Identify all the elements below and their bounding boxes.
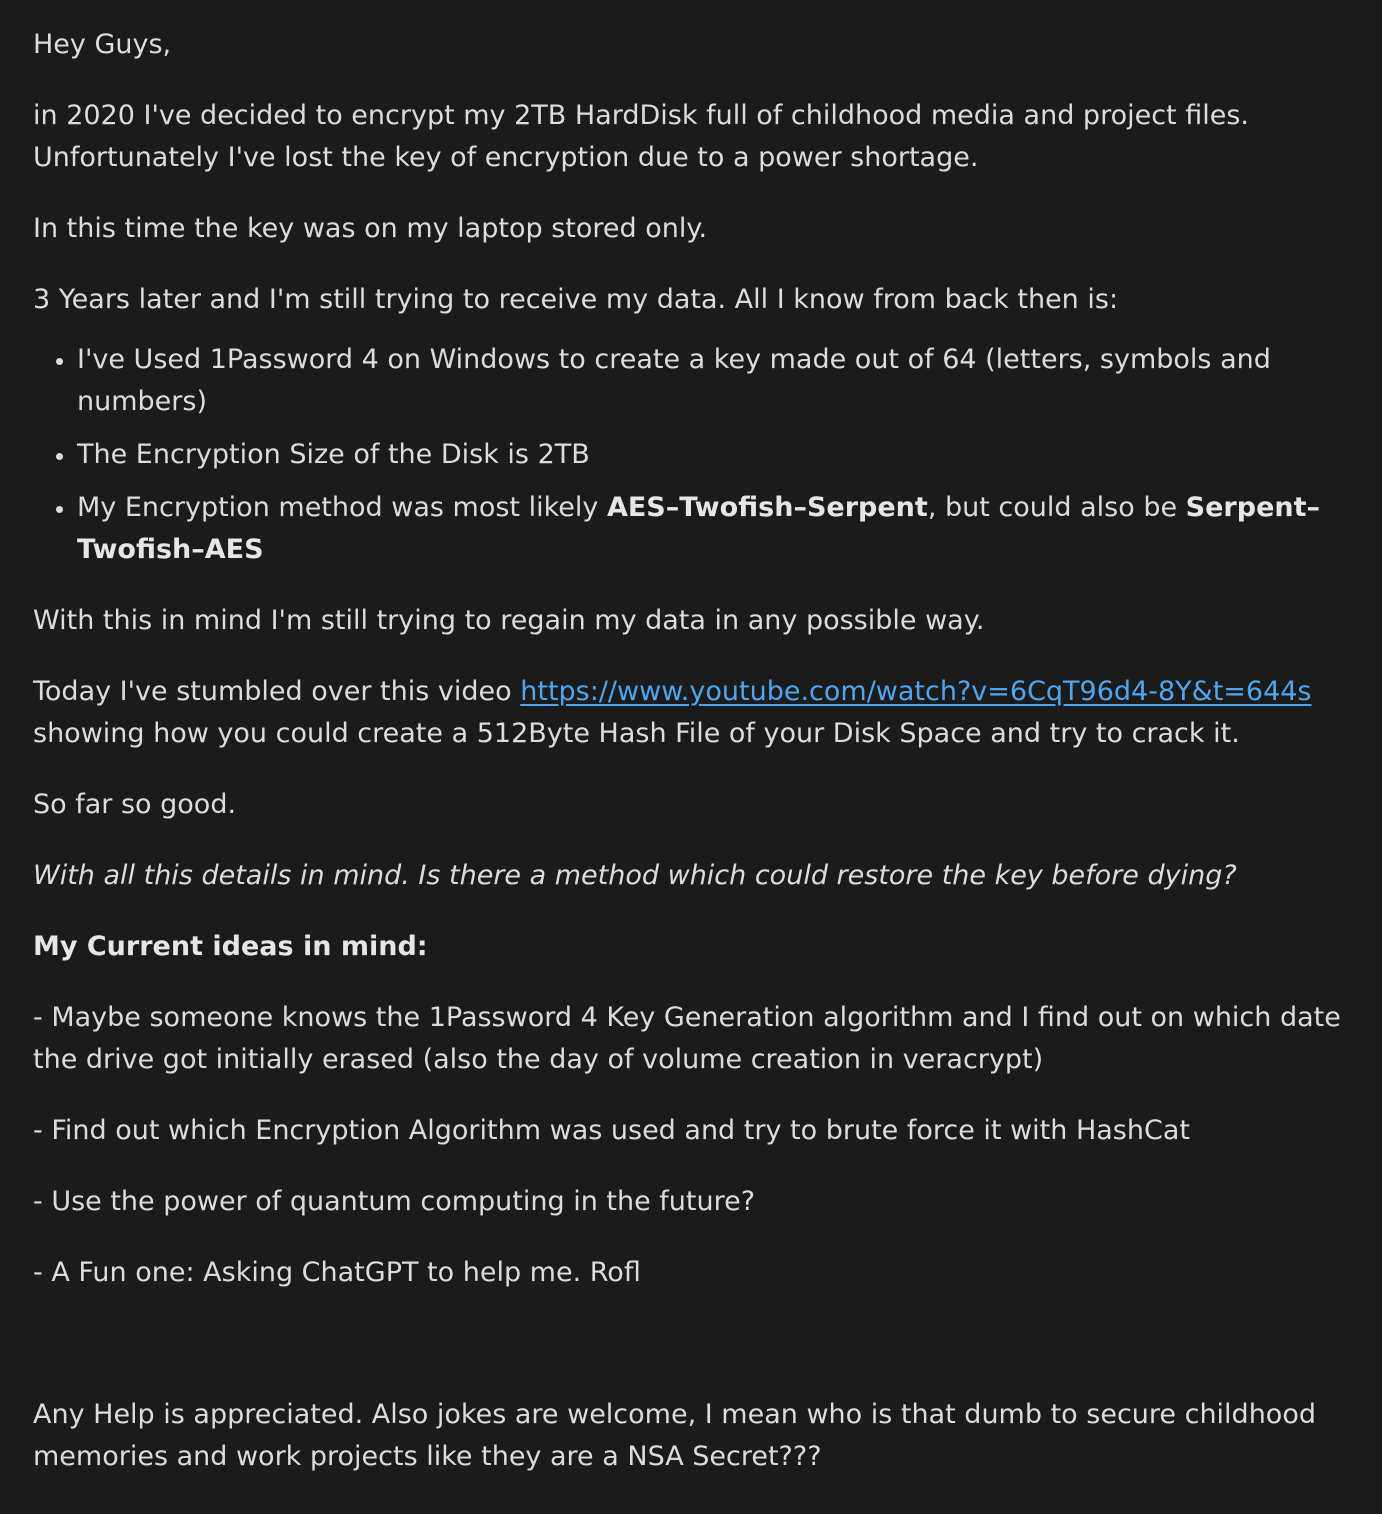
list-item [77,487,1356,571]
facts-list [33,339,1356,571]
intro-line-1: in 2020 I've decided to encrypt my 2TB HardDisk full of childhood media and project files. [33,100,1249,131]
list-item: • I've Used 1Password 4 on Windows to create a key made out of 64 (letters, symbols and numbers) [77,339,1356,423]
intro-line-2: Unfortunately I've lost the key of encryption due to a power shortage. [33,142,979,173]
video-prefix: Today I've stumbled over this video [33,676,521,707]
idea-2-text: - Find out which Encryption Algorithm was used and try to brute force it with HashCat [33,1115,1190,1146]
method-prefix: My Encryption method was most likely [77,492,607,523]
method-primary: AES–Twofish–Serpent [606,492,928,523]
question-text [33,855,1356,897]
idea-3-text: - Use the power of quantum computing in the future? [33,1186,756,1217]
idea-1-text: - Maybe someone knows the 1Password 4 Key Generation algorithm and I find out on which date the drive got initially erased (also the day of volume creation in veracrypt) [33,1002,1341,1075]
video-suffix: showing how you could create a 512Byte Hash File of your Disk Space and try to crack it. [33,718,1240,749]
key-location-text: In this time the key was on my laptop stored only. [33,213,708,244]
closing-text: Any Help is appreciated. Also jokes are welcome, I mean who is that dumb to secure childhood memories and work projects like they are a NSA Secret??? [33,1399,1316,1472]
regain-text: With this in mind I'm still trying to regain my data in any possible way. [33,605,985,636]
years-later-text: 3 Years later and I'm still trying to receive my data. All I know from back then is: [33,284,1119,315]
question-emphasis: With all this details in mind. Is there a method which could restore the key before dying? [33,860,1237,891]
intro-paragraph [33,95,1356,179]
ideas-heading-bold: My Current ideas in mind: [33,931,428,962]
list-item: • The Encryption Size of the Disk is 2TB [77,434,1356,476]
ideas-heading [33,926,1356,968]
so-far-text: So far so good. [33,789,237,820]
idea-4-text: - A Fun one: Asking ChatGPT to help me. Rofl [33,1257,641,1288]
video-paragraph [33,671,1356,755]
youtube-video-link[interactable]: https://www.youtube.com/watch?v=6CqT96d4-8Y&t=644s [520,676,1312,707]
method-middle: , but could also be [927,492,1186,523]
method-alternative: Serpent–Twofish–AES [77,492,1321,565]
blank-spacer [33,1323,1356,1394]
greeting-text: Hey Guys, [33,29,172,60]
